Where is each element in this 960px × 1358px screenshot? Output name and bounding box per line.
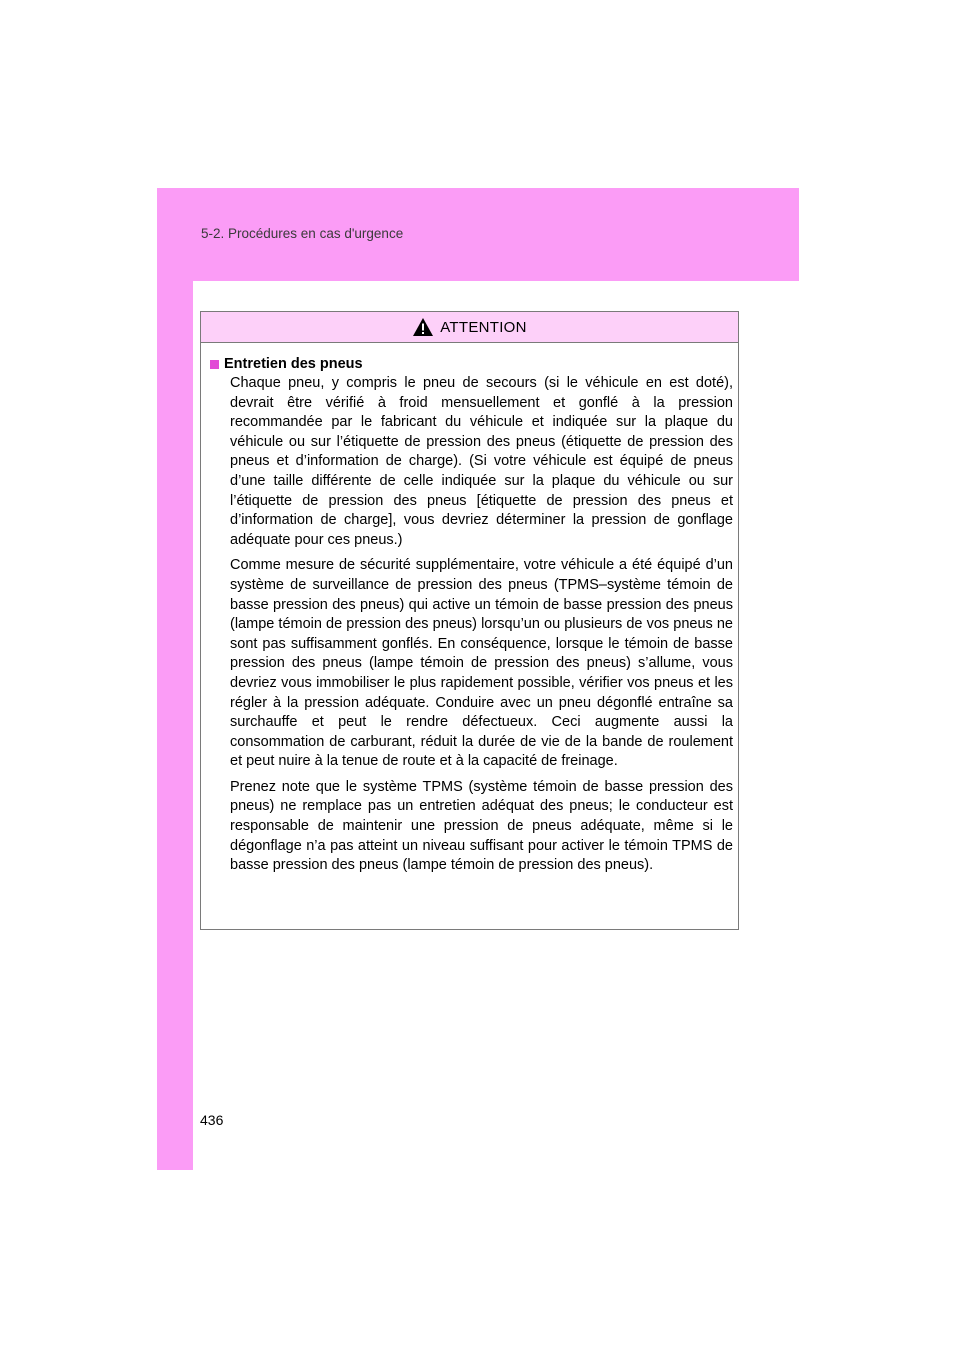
warning-header — [201, 312, 738, 343]
warning-title: ATTENTION — [440, 318, 527, 336]
warning-box — [200, 311, 739, 930]
paragraph: Prenez note que le système TPMS (système témoin de basse pression des pneus) ne remplace pas un entretien adéquat des pneus; le conducteur est responsable de maintenir une pression de pneus adéquate, même si le dégonflage n’a pas atteint un niveau suffisant pour activer le témoin TPMS de basse pression des pneus (lampe témoin de pression des pneus). — [230, 778, 733, 874]
paragraph: Chaque pneu, y compris le pneu de secours (si le véhicule en est doté), devrait être vérifié à froid mensuellement et gonflé à la pression recommandée par le fabricant du véhicule et indiquée sur la plaque du véhicule ou sur l’étiquette de pression des pneus (étiquette de pression des pneus et d’information de charge). (Si votre véhicule est équipé de pneus d’une taille différente de celle indiquée sur la plaque du véhicule ou sur l’étiquette de pression des pneus [étiquette de pression des pneus et d’information de charge], vous devriez déterminer la pression de gonflage adéquate pour ces pneus.) — [230, 375, 733, 548]
square-bullet-icon — [210, 360, 219, 369]
topic-title: Entretien des pneus — [224, 356, 363, 372]
paragraph: Comme mesure de sécurité supplémentaire, votre véhicule a été équipé d’un système de surveillance de pression des pneus (TPMS–système témoin de basse pression des pneus) qui active un témoin de basse pression des pneus (lampe témoin de pression des pneus) lorsqu’un ou plusieurs de vos pneus ne sont pas suffisamment gonflés. En conséquence, lorsque le témoin de basse pression des pneus (lampe témoin de pression des pneus) s’allume, vous devriez vous immobiliser le plus rapidement possible, vérifier vos pneus et les régler à la pression adéquate. Conduire avec un pneu dégonflé entraîne sa surchauffe et peut le rendre défectueux. Ceci augmente aussi la consommation de carburant, réduit la durée de vie de la bande de roulement et peut nuire à la tenue de route et à la capacité de freinage. — [230, 557, 733, 770]
warning-body — [201, 343, 738, 876]
side-strip — [157, 281, 193, 1170]
warning-triangle-icon — [412, 317, 434, 337]
topic-heading — [210, 356, 733, 372]
section-title: 5-2. Procédures en cas d'urgence — [201, 226, 404, 241]
page-number: 436 — [200, 1112, 224, 1128]
